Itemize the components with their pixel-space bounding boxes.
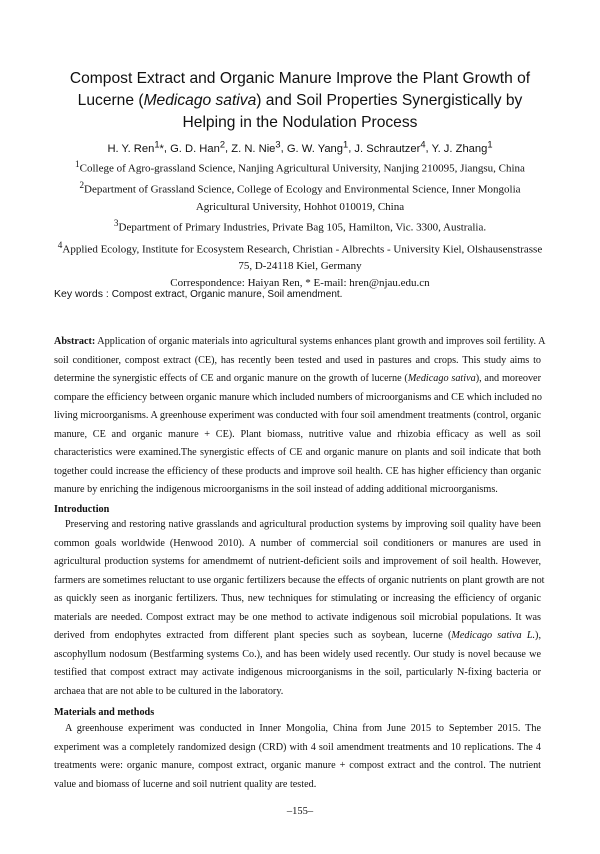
abstract-line: Abstract: Application of organic materials into agricultural systems enhances plant growth and improves soil fertility. A [54,336,546,347]
abstract-line: determine the synergistic effects of CE and organic manure on the growth of lucerne (Medicago sativa), and moreover [54,373,541,384]
affiliation-4: $^4$Applied Ecology, Institute for Ecosystem Research, Christian - Albrechts - University Kiel, Olshausenstrasse [57,239,543,256]
author: G. W. Yang$^1$ [286,139,349,155]
introduction-line: as quickly seen as inorganic fertilizers. Thus, new techniques for stimulating or increasing the efficiency of organic [54,593,541,604]
keywords-text: Compost extract, Organic manure, Soil amendment. [111,289,343,300]
abstract-line: characteristics were examined.The synergistic effects of CE and organic manure on plants and soil indicate that both [54,447,541,458]
correspondence: Correspondence: Haiyan Ren, * E-mail: hren@njau.edu.cn [170,276,430,289]
affiliations [40,156,560,292]
methods-body [54,720,541,794]
author: G. D. Han$^2$ [170,139,226,155]
abstract-line: manure by enriching the indigenous microorganisms in the soil instead of adding additional microorganisms. [54,484,498,495]
title-line-1: Compost Extract and Organic Manure Improve the Plant Growth of [69,70,531,87]
title-line-2: Lucerne (Medicago sativa) and Soil Properties Synergistically by [77,92,523,109]
abstract-line: living microorganisms. A greenhouse experiment was conducted with four soil amendment treatments (control, organic [54,410,541,421]
introduction-heading: Introduction [54,504,110,515]
author-list: H. Y. Ren$^1$*, G. D. Han$^2$, Z. N. Nie$^3$, G. W. Yang$^1$, J. Schrautzer$^4$, Y. J. Zhang$^1$ [107,139,493,155]
abstract-label: Abstract: [54,336,96,347]
keywords [54,288,342,300]
abstract [54,333,546,500]
abstract-line: manure, CE and organic manure + CE). Plant biomass, nutritive value and rhizobia efficacy as well as soil [54,428,541,440]
affiliation-2: $^2$Department of Grassland Science, College of Ecology and Environmental Science, Inner Mongolia [79,180,521,197]
title-line-3: Helping in the Nodulation Process [182,114,418,131]
author: J. Schrautzer$^4$ [354,139,426,155]
methods-line: value and biomass of lucerne and soil nutrient quality are tested. [54,778,317,790]
abstract-line: together could increase the efficiency of these products and improve soil health. CE has higher efficiency than organic [54,465,541,477]
introduction-line: derived from endophytes extracted from different plant species such as soybean, lucerne (Medicago sativa L.), [54,630,541,641]
paper-title [30,68,570,134]
introduction-line: testified that compost extract may activate indigenous microorganisms in the soil, particularly N-fixing bacteria or [54,667,541,678]
abstract-line: soil conditioner, compost extract (CE), has recently been tested and used in pastures and crops. This study aims to [54,354,541,366]
methods-line: treatments were: organic manure, compost extract, organic manure + compost extract and the control. The nutrient [54,760,541,771]
methods-line: experiment was a completely randomized design (CRD) with 4 soil amendment treatments and 10 replications. The 4 [54,741,541,753]
author: Y. J. Zhang$^1$ [431,139,493,155]
introduction-line: ascophyllum nodosum (Bestfarming systems Co.), and has been widely used recently. Our study is novel because we [54,648,541,660]
methods-heading: Materials and methods [54,707,155,718]
introduction-line: materials are needed. Compost extract may be one method to activate indigenous soil microbial populations. It was [54,611,541,623]
affiliation-3: $^3$Department of Primary Industries, Private Bag 105, Hamilton, Vic. 3300, Australia. [113,218,487,235]
introduction-line: agricultural production systems for amendmemt of nutrient-deficient soils and improvement of soil health. However, [54,556,541,567]
abstract-line: compare the efficiency between organic manure which included numbers of microorganisms and CE which included no [54,391,542,403]
methods-line: A greenhouse experiment was conducted in Inner Mongolia, China from June 2015 to September 2015. The [65,723,541,734]
introduction-line: common goals worldwide (Henwood 2010). A number of commercial soil conditioners or manures are used in [54,537,541,549]
affiliation-4-continued: 75, D-24118 Kiel, Germany [238,260,362,273]
author: Z. N. Nie$^3$ [231,139,281,155]
introduction-line: farmers are sometimes reluctant to use organic fertilizers because the effects of organic nutrients on plant growth are not [54,574,545,586]
affiliation-1: $^1$College of Agro-grassland Science, Nanjing Agricultural University, Nanjing 210095, Jiangsu, China [75,159,525,175]
page-number: –155– [286,806,314,817]
introduction-body [54,516,545,701]
introduction-line: archaea that are not able to be cultured in the laboratory. [54,685,284,697]
introduction-line: Preserving and restoring native grasslands and agricultural production systems by improving soil quality have been [65,519,541,530]
affiliation-2-continued: Agricultural University, Hohhot 010019, China [195,200,405,213]
keywords-label: Key words : [54,288,112,300]
author: H. Y. Ren$^1$* [107,139,164,155]
